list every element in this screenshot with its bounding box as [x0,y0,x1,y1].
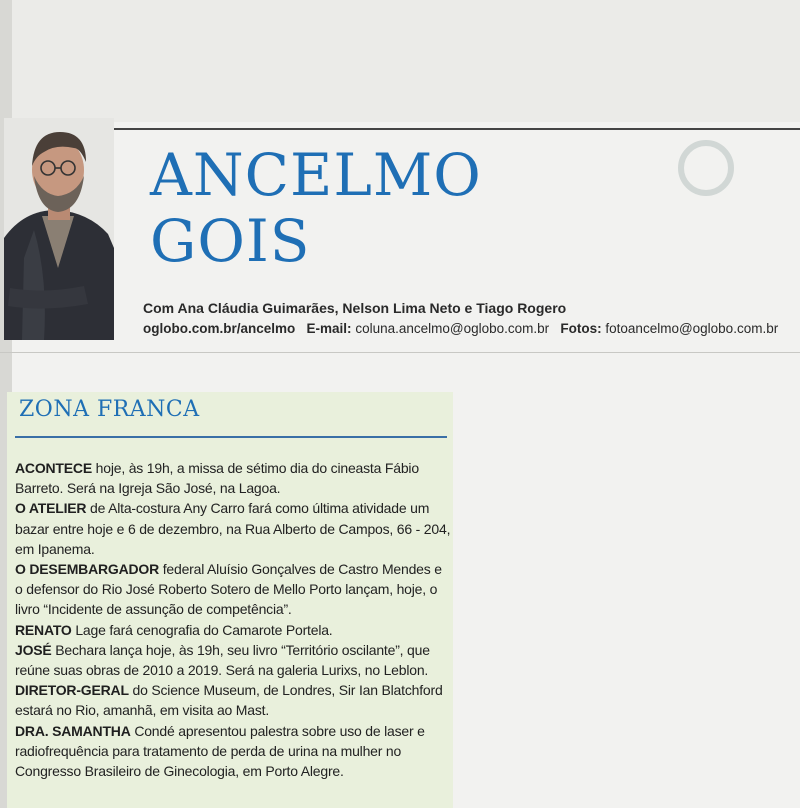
item-text: hoje, às 19h, a missa de sétimo dia do cineasta Fábio Barreto. Será na Igreja São José, na Lagoa. [15,460,419,497]
contact-line [143,321,778,336]
title-line-1: ANCELMO [150,141,482,209]
item-text: de Alta-costura Any Carro fará como última atividade um bazar entre hoje e 6 de dezembro, na Rua Alberto de Campos, 66 - 204, em Ipanema. [15,500,451,557]
column-site-link[interactable]: oglobo.com.br/ancelmo [143,321,296,336]
zona-franca-heading: ZONA FRANCA [19,397,200,422]
item-text: federal Aluísio Gonçalves de Castro Mendes e o defensor do Rio José Roberto Sotero de Mello Porto lançam, hoje, o livro “Incidente de assunção de competência”. [15,561,442,618]
photos-label: Fotos: [560,321,602,336]
page-top-margin [0,0,800,122]
list-item [15,559,451,620]
item-keyword: ACONTECE [15,460,92,476]
list-item [15,498,451,559]
zona-franca-items [15,458,451,781]
item-text: Lage fará cenografia do Camarote Portela. [71,621,333,638]
section-divider [0,352,800,353]
bleed-through-logo [678,140,734,196]
title-line-2: GOIS [150,207,311,275]
item-text: Condé apresentou palestra sobre uso de laser e radiofrequência para tratamento de perda de urina na mulher no Congresso Brasileiro de Ginecologia, em Porto Alegre. [15,722,425,780]
item-keyword: DIRETOR-GERAL [15,682,129,699]
column-top-rule [60,128,800,130]
item-text: do Science Museum, de Londres, Sir Ian Blatchford estará no Rio, amanhã, em visita ao Mast. [15,682,443,719]
item-keyword: O DESEMBARGADOR [15,561,160,578]
list-item [15,721,451,782]
collaborators-line: Com Ana Cláudia Guimarães, Nelson Lima Neto e Tiago Rogero [143,300,567,316]
item-text: Bechara lança hoje, às 19h, seu livro “Território oscilante”, que reúne suas obras de 2010 a 2019. Será na galeria Lurixs, no Leblon. [15,641,430,679]
author-portrait-image [4,118,114,340]
item-keyword: DRA. SAMANTHA [15,722,131,739]
item-keyword: O ATELIER [15,500,87,517]
list-item [15,620,451,640]
list-item [15,680,451,720]
item-keyword: RENATO [15,621,72,638]
email-address[interactable]: coluna.ancelmo@oglobo.com.br [355,321,550,336]
author-photo [4,118,114,340]
email-label: E-mail: [306,321,352,336]
item-keyword: JOSÉ [15,641,52,658]
column-title [150,142,482,274]
list-item [15,640,451,680]
zona-franca-rule [15,436,447,438]
list-item [15,458,451,498]
photos-email-address[interactable]: fotoancelmo@oglobo.com.br [605,321,779,336]
zona-franca-box [7,392,453,808]
